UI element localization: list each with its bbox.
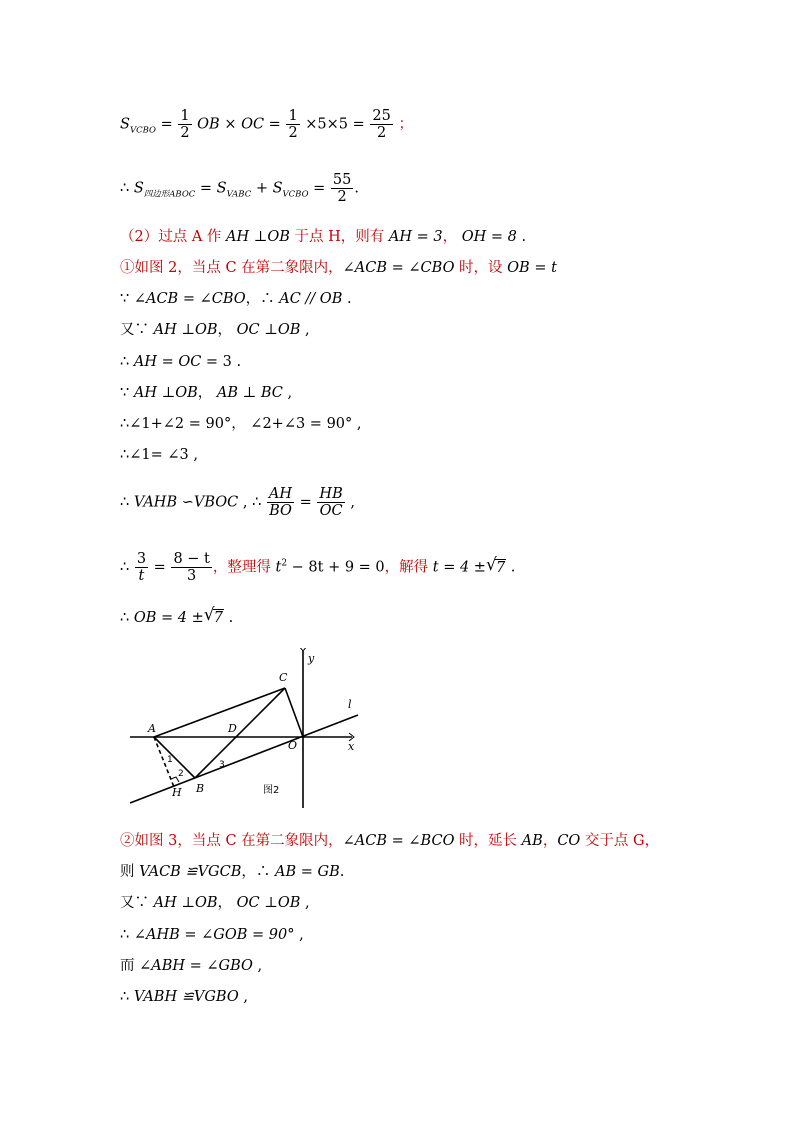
area-symbol: S: [133, 180, 144, 197]
therefore-symbol: ∴: [120, 989, 134, 1005]
text-segment: 时，延长: [454, 833, 522, 849]
proof-line: [120, 445, 734, 465]
text-segment: ，: [217, 322, 237, 338]
text-segment: ①如图 2，当点 C 在第二象限内，: [120, 260, 343, 276]
text-segment: = 3 .: [201, 354, 242, 370]
line-end: ；: [398, 116, 413, 133]
part-two-intro: [120, 227, 734, 247]
proof-line: [120, 289, 734, 309]
area-symbol: S: [272, 180, 283, 197]
label-angle-2: 2: [178, 769, 184, 779]
text-segment: ，: [217, 895, 237, 911]
area-subscript: VCBO: [129, 125, 156, 136]
text-segment: 时，设: [454, 260, 508, 276]
therefore-symbol: ∴: [120, 354, 134, 370]
text-segment: ，: [442, 229, 462, 245]
segment-ab: [154, 737, 195, 778]
math-segment: CO: [557, 833, 581, 849]
therefore-symbol: ，∴: [241, 864, 275, 880]
fraction-half: $\frac{1}{2}$: [180, 108, 190, 141]
therefore-symbol: ∴: [120, 494, 134, 511]
fraction-8mt-3: $\frac{8 - t}{3}$: [173, 551, 210, 584]
equals-sign: =: [149, 559, 171, 576]
line-end: ,: [282, 385, 293, 401]
area-subscript: VABC: [226, 189, 252, 200]
fraction-result: $\frac{55}{2}$: [332, 172, 352, 205]
line-end: .: [339, 864, 345, 880]
text-segment: ，: [197, 385, 217, 401]
math-segment: AH ⊥OB: [153, 322, 218, 338]
line-end: .: [223, 610, 234, 626]
y-arrow-icon: [299, 648, 307, 651]
math-segment: OC ⊥OB: [236, 322, 301, 338]
therefore-symbol: ，∴: [245, 291, 280, 307]
math-segment: AH ⊥OB: [133, 385, 198, 401]
result-line: [120, 605, 734, 628]
math-segment: ∴∠1+∠2 = 90°， ∠2+∠3 = 90° ,: [120, 416, 362, 432]
proof-line: [120, 956, 734, 976]
area-symbol: S: [216, 180, 227, 197]
equation-area-cbo: [120, 108, 734, 141]
because-symbol: ∵: [120, 291, 134, 307]
text-segment: ，: [542, 833, 558, 849]
equation-area-quadrilateral: [120, 172, 734, 205]
text-segment: ，整理得: [212, 559, 276, 576]
text-segment: 则: [120, 864, 140, 880]
math-segment: AH ⊥OB: [226, 229, 290, 245]
math-segment: AH = OC: [133, 354, 202, 370]
therefore-symbol: , ∴: [238, 494, 266, 511]
therefore-symbol: ∴: [120, 927, 134, 943]
math-segment: VACB ≌VGCB: [139, 864, 242, 880]
label-c: C: [279, 671, 288, 684]
math-segment: AH ⊥OB: [153, 895, 218, 911]
math-segment: t = 4 ±: [432, 559, 486, 576]
line-end: ,: [345, 494, 355, 511]
text-segment: 于点 H，则有: [289, 229, 389, 245]
label-d: D: [228, 722, 237, 735]
area-symbol: S: [120, 116, 130, 133]
proof-line: [120, 893, 734, 913]
line-end: ,: [252, 958, 263, 974]
math-segment: OC ⊥OB: [236, 895, 301, 911]
label-a: A: [148, 722, 156, 735]
math-segment: ∠ACB = ∠CBO: [133, 291, 246, 307]
math-segment: ∠AHB = ∠GOB = 90°: [133, 927, 295, 943]
fraction-hb-oc: $\frac{HB}{OC}$: [319, 486, 343, 519]
area-subscript: VCBO: [282, 189, 309, 200]
line-end: .: [516, 229, 527, 245]
label-angle-1: 1: [167, 755, 173, 765]
line-end: .: [506, 559, 516, 576]
product-expression: OB × OC =: [197, 116, 281, 133]
case-one-intro: [120, 258, 734, 278]
sqrt-seven: √ 7: [485, 554, 506, 576]
math-segment: AB = GB: [275, 864, 340, 880]
therefore-symbol: ∴: [120, 180, 134, 197]
proof-line: [120, 383, 734, 403]
plus-sign: +: [251, 180, 273, 197]
math-segment: ∠ACB = ∠CBO: [342, 260, 455, 276]
proof-line: [120, 862, 734, 882]
sqrt-seven: √ 7: [203, 605, 223, 626]
area-subscript: 四边形ABOC: [143, 189, 196, 200]
label-b: B: [196, 782, 205, 795]
segment-cb: [195, 688, 285, 778]
label-l: l: [348, 698, 352, 711]
case-two-intro: [120, 831, 734, 851]
math-segment: − 8t + 9 = 0: [287, 559, 385, 576]
math-segment: AB: [521, 833, 543, 849]
label-x: x: [348, 740, 355, 753]
math-segment: OB = t: [507, 260, 557, 276]
text-segment: （2）过点 A 作: [120, 229, 227, 245]
math-segment: VABH ≌VGBO: [133, 989, 239, 1005]
proof-line: [120, 414, 734, 434]
equals-sign: =: [195, 180, 217, 197]
figure-2-diagram: [122, 648, 372, 813]
figure-caption: 图2: [263, 785, 280, 796]
text-segment: 交于点 G，: [580, 833, 660, 849]
text-segment: 又∵: [120, 895, 154, 911]
line-end: .: [342, 291, 352, 307]
line-end: ,: [300, 322, 310, 338]
therefore-symbol: ∴: [120, 610, 134, 626]
math-segment: ∠ABH = ∠GBO: [139, 958, 253, 974]
segment-co: [285, 688, 303, 737]
label-h: H: [172, 786, 182, 799]
math-segment: OH = 8: [461, 229, 517, 245]
fraction-result: $\frac{25}{2}$: [372, 108, 391, 141]
label-o: O: [288, 739, 298, 752]
exponent: 2: [281, 558, 288, 569]
fraction-half-2: $\frac{1}{2}$: [288, 108, 298, 141]
proof-line: [120, 987, 734, 1007]
proof-line: [120, 352, 734, 372]
math-segment: ∠ACB = ∠BCO: [342, 833, 455, 849]
product-values: ×5×5 =: [305, 116, 365, 133]
text-segment: 又∵: [120, 322, 154, 338]
similar-triangles-line: [120, 486, 734, 519]
because-symbol: ∵: [120, 385, 134, 401]
math-segment: ∴∠1= ∠3 ,: [120, 447, 198, 463]
math-segment: t: [275, 559, 282, 576]
text-segment: ，解得: [384, 559, 433, 576]
equals-sign: =: [308, 180, 330, 197]
segment-ac: [154, 688, 285, 737]
line-end: .: [354, 180, 359, 197]
math-segment: VAHB ∽VBOC: [133, 494, 239, 511]
fraction-3-t: $\frac{3}{t}$: [136, 551, 147, 584]
line-end: ,: [238, 989, 248, 1005]
proof-line: [120, 925, 734, 945]
quadratic-line: [120, 551, 734, 584]
therefore-symbol: ∴: [120, 559, 134, 576]
math-segment: OB = 4 ±: [133, 610, 204, 626]
math-segment: AH = 3: [388, 229, 443, 245]
text-segment: ②如图 3，当点 C 在第二象限内，: [120, 833, 343, 849]
equals-sign: =: [160, 116, 173, 133]
fraction-ah-bo: $\frac{AH}{BO}$: [268, 486, 293, 519]
math-segment: AB ⊥ BC: [216, 385, 283, 401]
math-segment: AC // OB: [279, 291, 343, 307]
text-segment: 而: [120, 958, 140, 974]
line-end: ,: [300, 895, 310, 911]
label-angle-3: 3: [219, 760, 225, 770]
label-y: y: [308, 652, 315, 665]
proof-line: [120, 320, 734, 340]
line-end: ,: [294, 927, 304, 943]
equals-sign: =: [295, 494, 317, 511]
